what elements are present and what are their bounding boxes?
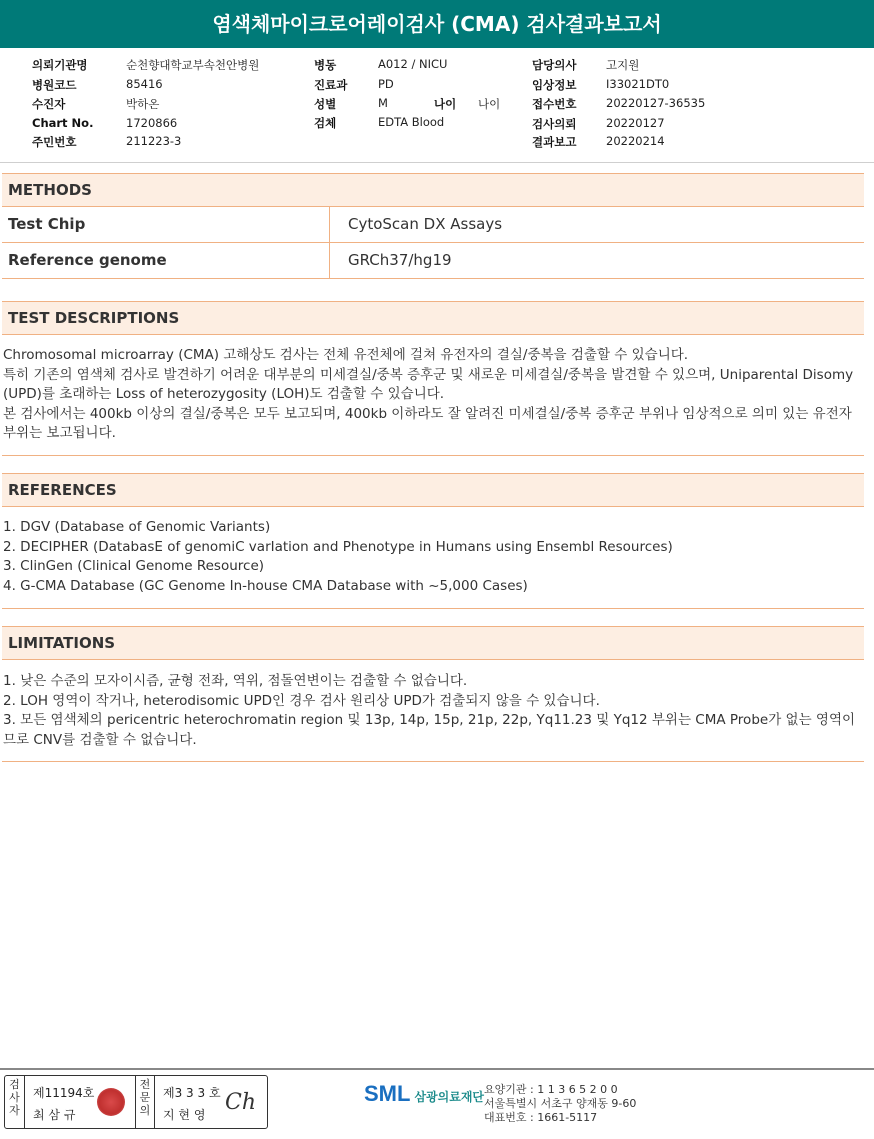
limitations-divider	[2, 761, 864, 762]
chart-value: 1720866	[126, 116, 178, 130]
footer-divider	[0, 1068, 874, 1070]
descriptions-heading: TEST DESCRIPTIONS	[2, 301, 864, 335]
reference-item: 3. ClinGen (Clinical Genome Resource)	[3, 558, 265, 574]
institution-label: 의뢰기관명	[32, 58, 88, 72]
specialist-number: 제3 3 3 호	[163, 1086, 221, 1100]
request-label: 검사의뢰	[532, 117, 577, 131]
examiner-number: 제11194호	[33, 1086, 95, 1100]
signature: Ch	[225, 1090, 257, 1115]
clinical-label: 임상정보	[532, 78, 577, 92]
methods-row	[2, 207, 864, 243]
sml-logo	[364, 1081, 484, 1107]
hospital-code-label: 병원코드	[32, 78, 77, 92]
methods-table	[2, 207, 864, 279]
receipt-label: 접수번호	[532, 97, 577, 111]
ward-label: 병동	[314, 58, 337, 72]
seal-stamp-icon	[97, 1088, 125, 1116]
request-value: 20220127	[606, 116, 665, 130]
descriptions-body	[3, 346, 861, 444]
limitations-heading: LIMITATIONS	[2, 626, 864, 660]
descriptions-divider	[2, 455, 864, 456]
age-value: 나이	[478, 97, 501, 111]
reference-item: 4. G-CMA Database (GC Genome In-house CMA Database with ~5,000 Cases)	[3, 577, 528, 594]
specialist-label: 전 문 의	[135, 1076, 155, 1128]
reference-item: 1. DGV (Database of Genomic Variants)	[3, 519, 271, 535]
institution-value: 순천향대학교부속천안병원	[126, 58, 260, 72]
org-name: 삼광의료재단	[414, 1090, 485, 1104]
logo-mark: SML	[364, 1081, 411, 1106]
patient-value: 박하온	[126, 97, 160, 111]
chart-label: Chart No.	[32, 116, 94, 130]
description-line: 특히 기존의 염색체 검사로 발견하기 어려운 대부분의 미세결실/중복 증후군 및 새로운 미세결실/중복을 발견할 수 있으며, Uniparental Disomy (UPD)를 초래하는 Loss of heterozygosity (LOH)도 검출할 수 있습니다.	[3, 366, 854, 402]
sex-label: 성별	[314, 97, 337, 111]
references-list	[3, 518, 861, 596]
id-value: 211223-3	[126, 134, 182, 148]
examiner-label: 검 사 자	[5, 1076, 25, 1128]
limitation-item: 3. 모든 염색체의 pericentric heterochromatin region 및 13p, 14p, 15p, 21p, 22p, Yq11.23 및 Yq12 부위는 CMA Probe가 없는 영역이므로 CNV를 검출할 수 없습니다.	[3, 712, 856, 748]
sex-value: M	[378, 96, 388, 110]
description-line: 본 검사에서는 400kb 이상의 결실/중복은 모두 보고되며, 400kb 이하라도 잘 알려진 미세결실/중복 증후군 부위나 임상적으로 의미 있는 유전자 부위는 보고됩니다.	[3, 405, 852, 441]
methods-value: GRCh37/hg19	[348, 251, 452, 269]
description-line: Chromosomal microarray (CMA) 고해상도 검사는 전체 유전체에 걸쳐 유전자의 결실/중복을 검출할 수 있습니다.	[3, 347, 689, 363]
hospital-code-value: 85416	[126, 77, 163, 91]
methods-value: CytoScan DX Assays	[348, 215, 503, 233]
limitation-item: 1. 낮은 수준의 모자이시즘, 균형 전좌, 역위, 점돌연변이는 검출할 수 없습니다.	[3, 673, 468, 689]
patient-label: 수진자	[32, 97, 66, 111]
dept-value: PD	[378, 77, 394, 91]
report-value: 20220214	[606, 134, 665, 148]
dept-label: 진료과	[314, 78, 348, 92]
address: 서울특별시 서초구 양재동 9-60	[484, 1097, 637, 1110]
report-title: 염색체마이크로어레이검사 (CMA) 검사결과보고서	[0, 0, 874, 48]
contact-info	[484, 1083, 636, 1125]
references-heading: REFERENCES	[2, 473, 864, 507]
methods-key: Test Chip	[2, 207, 330, 242]
specimen-label: 검체	[314, 116, 337, 130]
clinical-value: I33021DT0	[606, 77, 670, 91]
phone: 대표번호 : 1661-5117	[484, 1111, 598, 1124]
receipt-value: 20220127-36535	[606, 96, 706, 110]
limitations-list	[3, 672, 861, 750]
methods-heading: METHODS	[2, 173, 864, 207]
methods-key: Reference genome	[2, 243, 330, 278]
care-code: 요양기관 : 1 1 3 6 5 2 0 0	[484, 1083, 618, 1096]
methods-row	[2, 243, 864, 279]
age-label: 나이	[434, 97, 457, 111]
report-label: 결과보고	[532, 135, 577, 149]
doctor-label: 담당의사	[532, 58, 577, 72]
specialist-name: 지 현 영	[163, 1108, 206, 1122]
doctor-value: 고지원	[606, 58, 640, 72]
reference-item: 2. DECIPHER (DatabasE of genomiC varIation and Phenotype in Humans using Ensembl Resources)	[3, 538, 673, 555]
references-divider	[2, 608, 864, 609]
specimen-value: EDTA Blood	[378, 115, 445, 129]
info-divider	[0, 162, 874, 163]
id-label: 주민번호	[32, 135, 77, 149]
examiner-name: 최 삼 규	[33, 1108, 76, 1122]
signature-box	[4, 1075, 268, 1129]
limitation-item: 2. LOH 영역이 작거나, heterodisomic UPD인 경우 검사 원리상 UPD가 검출되지 않을 수 있습니다.	[3, 692, 600, 709]
ward-value: A012 / NICU	[378, 57, 448, 71]
